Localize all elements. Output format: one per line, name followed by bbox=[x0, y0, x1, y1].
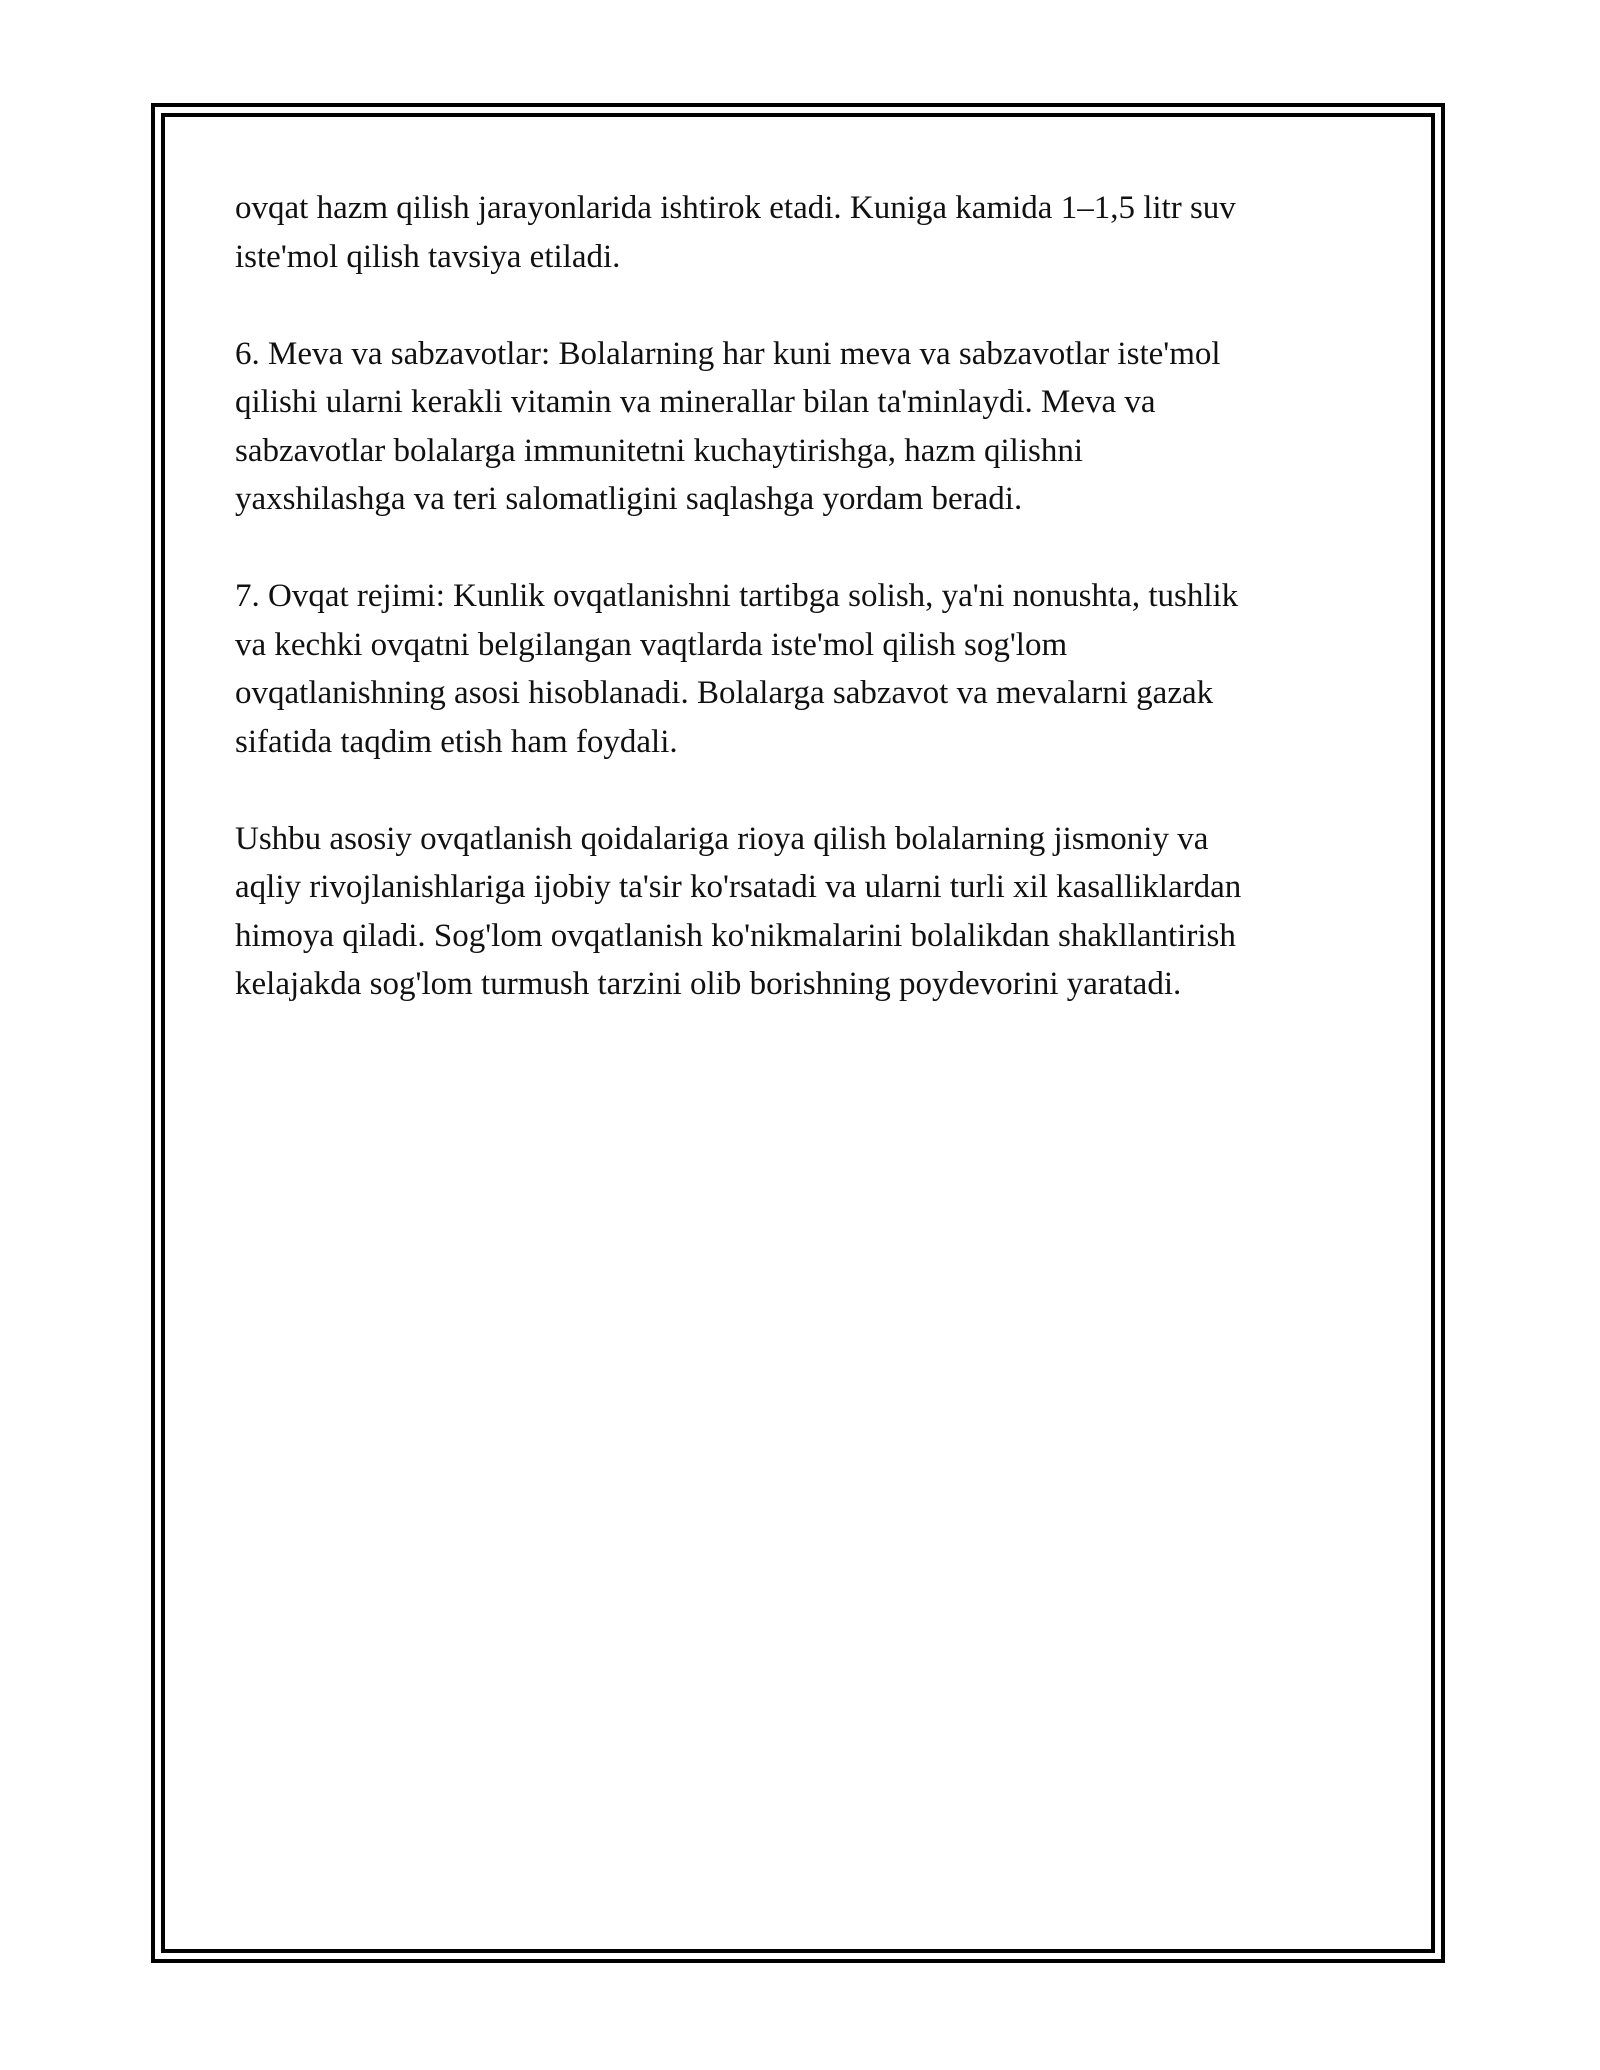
paragraph-meal-regime bbox=[235, 572, 1375, 766]
text-line: himoya qiladi. Sog'lom ovqatlanish ko'nikmalarini bolalikdan shakllantirish bbox=[235, 917, 1236, 954]
text-line: kelajakda sog'lom turmush tarzini olib borishning poydevorini yaratadi. bbox=[235, 966, 1182, 1002]
text-line: ovqatlanishning asosi hisoblanadi. Bolalarga sabzavot va mevalarni gazak bbox=[235, 675, 1214, 711]
page-body-text bbox=[235, 184, 1375, 1057]
text-line: iste'mol qilish tavsiya etiladi. bbox=[235, 238, 621, 275]
text-line: qilishi ularni kerakli vitamin va minerallar bilan ta'minlaydi. Meva va bbox=[235, 384, 1156, 420]
text-line: Ushbu asosiy ovqatlanish qoidalariga rioya qilish bolalarning jismoniy va bbox=[235, 820, 1209, 857]
text-line: sifatida taqdim etish ham foydali. bbox=[235, 723, 678, 760]
text-line: sabzavotlar bolalarga immunitetni kuchaytirishga, hazm qilishni bbox=[235, 432, 1084, 469]
text-line: aqliy rivojlanishlariga ijobiy ta'sir ko'rsatadi va ularni turli xil kasalliklardan bbox=[235, 869, 1242, 905]
text-line: va kechki ovqatni belgilangan vaqtlarda iste'mol qilish sog'lom bbox=[235, 626, 1068, 663]
paragraph-fruits-vegetables bbox=[235, 330, 1375, 524]
paragraph-conclusion bbox=[235, 815, 1375, 1009]
text-line: yaxshilashga va teri salomatligini saqlashga yordam beradi. bbox=[235, 481, 1023, 517]
text-line: ovqat hazm qilish jarayonlarida ishtirok etadi. Kuniga kamida 1–1,5 litr suv bbox=[235, 190, 1236, 226]
text-line: 7. Ovqat rejimi: Kunlik ovqatlanishni tartibga solish, ya'ni nonushta, tushlik bbox=[235, 578, 1239, 614]
text-line: 6. Meva va sabzavotlar: Bolalarning har kuni meva va sabzavotlar iste'mol bbox=[235, 335, 1221, 372]
paragraph-water-continuation bbox=[235, 184, 1375, 281]
